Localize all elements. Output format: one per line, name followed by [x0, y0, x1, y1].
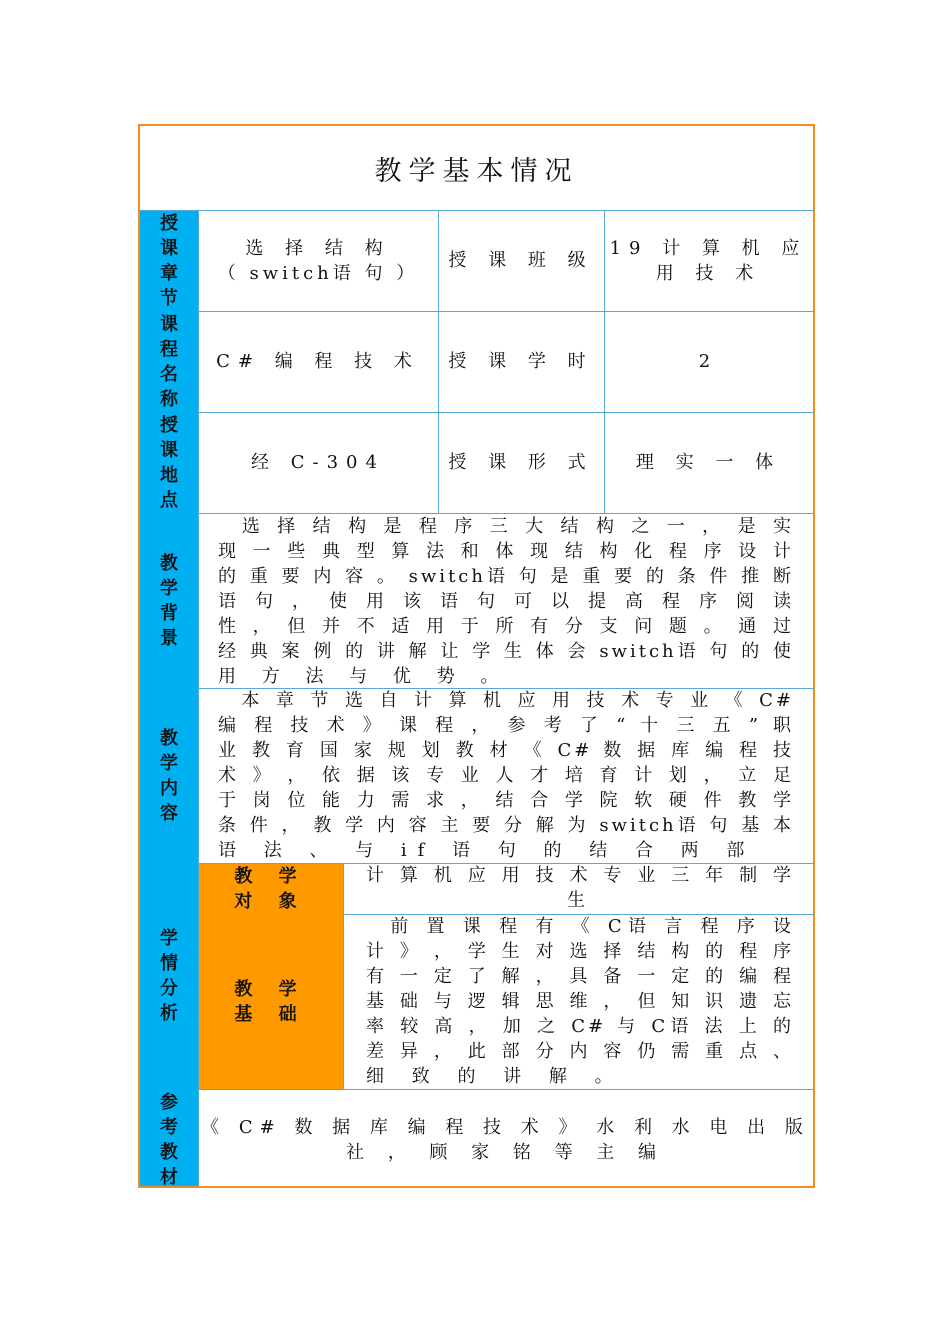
base-line: 细 致 的 讲 解 。	[366, 1066, 624, 1087]
class-value-line1: 19 计 算 机 应	[609, 237, 808, 259]
base-line: 前 置 课 程 有 《 C语 言 程 序 设	[366, 916, 794, 937]
background-line: 用 方 法 与 优 势 。	[218, 666, 509, 687]
form-value: 理 实 一 体	[635, 452, 782, 473]
label-course: 课程名称	[140, 311, 198, 412]
reference-line: 《 C# 数 据 库 编 程 技 术 》 水 利 水 电 出 版	[201, 1116, 810, 1138]
target-line: 计 算 机 应 用 技 术 专 业 三 年 制 学	[366, 865, 794, 886]
class-value-line2: 用 技 术	[655, 262, 762, 284]
base-line: 基 础 与 逻 辑 思 维 ， 但 知 识 遗 忘	[366, 991, 794, 1012]
grid-line	[604, 210, 605, 513]
background-line: 经 典 案 例 的 讲 解 让 学 生 体 会 switch语 句 的 使	[218, 641, 794, 662]
grid-line	[198, 513, 813, 514]
content-line: 条 件 ， 教 学 内 容 主 要 分 解 为 switch语 句 基 本	[218, 815, 794, 836]
content-text	[218, 688, 794, 863]
content-line: 语 法 、 与 if 语 句 的 结 合 两 部	[218, 840, 756, 861]
reference-line: 社 ， 顾 家 铭 等 主 编	[345, 1141, 666, 1163]
chapter-value	[198, 210, 438, 311]
background-line: 性 ， 但 并 不 适 用 于 所 有 分 支 问 题 。 通 过	[218, 616, 794, 637]
background-text	[218, 514, 794, 688]
basic-info-table	[138, 124, 815, 1188]
table-title: 教学基本情况	[374, 155, 579, 187]
target-line: 生	[567, 890, 593, 911]
background-line: 语 句 ， 使 用 该 语 句 可 以 提 高 程 序 阅 读	[218, 591, 794, 612]
content-line: 本 章 节 选 自 计 算 机 应 用 技 术 专 业 《 C#	[218, 690, 794, 711]
place-value: 经 C-304	[251, 452, 385, 473]
background-line: 的 重 要 内 容 。 switch语 句 是 重 要 的 条 件 推 断	[218, 566, 794, 587]
grid-line	[198, 311, 813, 312]
grid-line	[198, 210, 199, 1188]
grid-line	[198, 688, 813, 689]
label-place: 授课地点	[140, 412, 198, 513]
chapter-value-line1: 选 择 结 构	[245, 237, 391, 259]
grid-line	[140, 210, 813, 211]
course-value: C# 编 程 技 术	[216, 351, 420, 372]
base-line: 差 异 ， 此 部 分 内 容 仍 需 重 点 、	[366, 1041, 794, 1062]
background-line: 现 一 些 典 型 算 法 和 体 现 结 构 化 程 序 设 计	[218, 541, 794, 562]
base-line: 率 较 高 ， 加 之 C# 与 C语 法 上 的	[366, 1016, 794, 1037]
chapter-value-line2: （ switch语 句 ）	[217, 262, 419, 284]
base-line: 计 》 ， 学 生 对 选 择 结 构 的 程 序	[366, 941, 794, 962]
background-line: 选 择 结 构 是 程 序 三 大 结 构 之 一 ， 是 实	[218, 516, 794, 537]
grid-line	[343, 863, 344, 1089]
form-label: 授 课 形 式	[448, 452, 594, 473]
hours-label: 授 课 学 时	[448, 351, 594, 372]
content-line: 术 》 ， 依 据 该 专 业 人 才 培 育 计 划 ， 立 足	[218, 765, 794, 786]
hours-value: 2	[698, 351, 719, 372]
reference-value	[198, 1089, 813, 1188]
label-reference: 参考教材	[140, 1089, 198, 1188]
class-label: 授 课 班 级	[448, 250, 594, 271]
base-label: 教 学 基 础	[198, 914, 343, 1089]
base-line: 有 一 定 了 解 ， 具 备 一 定 的 编 程	[366, 966, 794, 987]
content-line: 业 教 育 国 家 规 划 教 材 《 C# 数 据 库 编 程 技	[218, 740, 794, 761]
target-value	[366, 863, 794, 914]
grid-line	[343, 914, 813, 915]
label-content: 教学内容	[140, 688, 198, 863]
target-label: 教 学 对 象	[198, 863, 343, 914]
label-background: 教学背景	[140, 513, 198, 688]
content-line: 于 岗 位 能 力 需 求 ， 结 合 学 院 软 硬 件 教 学	[218, 790, 794, 811]
class-value	[604, 210, 813, 311]
label-chapter: 授课章节	[140, 210, 198, 311]
content-line: 编 程 技 术 》 课 程 ， 参 考 了 “ 十 三 五 ” 职	[218, 715, 794, 736]
grid-line	[198, 412, 813, 413]
grid-line	[198, 1089, 813, 1090]
grid-line	[438, 210, 439, 513]
label-analysis: 学情分析	[140, 863, 198, 1089]
base-text	[366, 914, 794, 1089]
grid-line	[198, 863, 813, 864]
